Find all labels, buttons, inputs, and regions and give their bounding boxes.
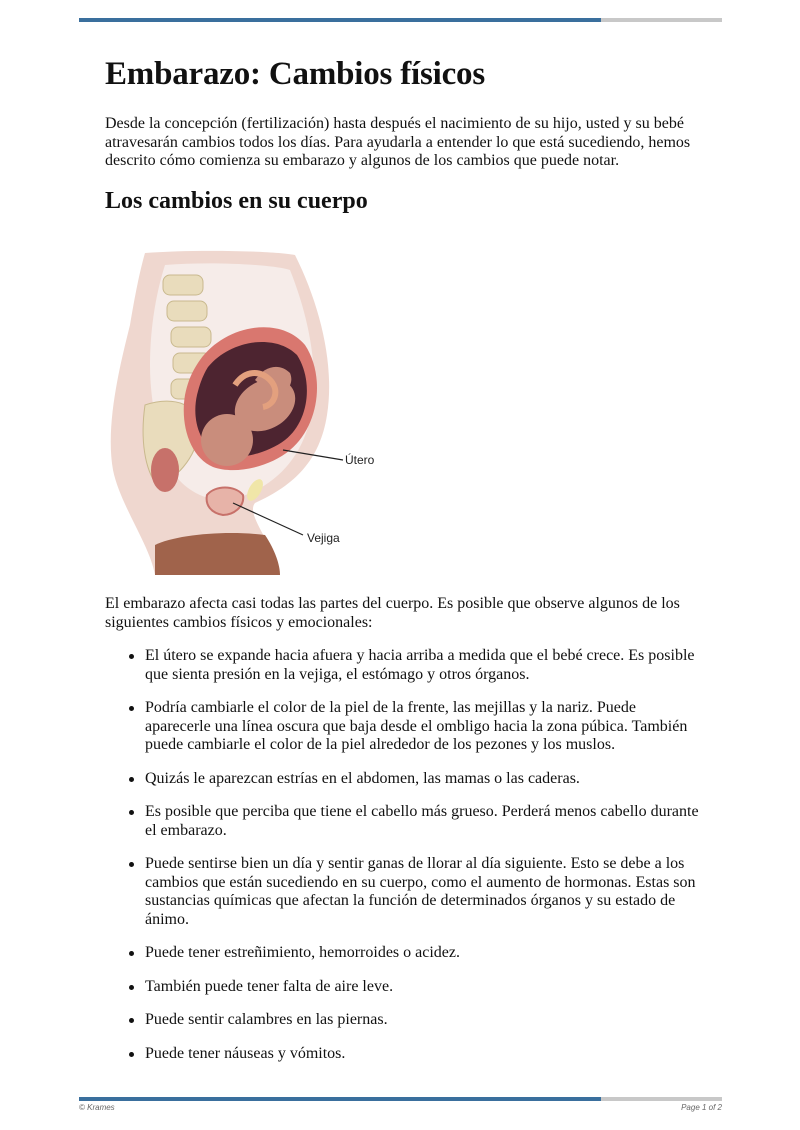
footer-page-number: Page 1 of 2 (681, 1103, 722, 1112)
list-item: Puede tener náuseas y vómitos. (105, 1045, 705, 1064)
list-item: También puede tener falta de aire leve. (105, 978, 705, 997)
page-title: Embarazo: Cambios físicos (105, 56, 485, 92)
section-heading: Los cambios en su cuerpo (105, 188, 368, 214)
list-item: Puede sentir calambres en las piernas. (105, 1011, 705, 1030)
list-item: Puede sentirse bien un día y sentir ganas de llorar al día siguiente. Esto se debe a los cambios que están sucediendo en su cuerpo, como el aumento de hormonas. Estas son sustancias químicas que afectan la función de determinados órganos y su estado de ánimo. (105, 855, 705, 929)
list-item: Puede tener estreñimiento, hemorroides o acidez. (105, 944, 705, 963)
intro-paragraph: Desde la concepción (fertilización) hasta después el nacimiento de su hijo, usted y su bebé atravesarán cambios todos los días. Para ayudarla a entender lo que está sucediendo, hemos descrito cómo comienza su embarazo y algunos de los cambios que puede notar. (105, 115, 691, 169)
uterus-label: Útero (345, 453, 375, 467)
rectum (151, 448, 179, 492)
footer-copyright: © Krames (79, 1103, 115, 1112)
top-progress-bar (79, 18, 722, 22)
changes-intro: El embarazo afecta casi todas las partes del cuerpo. Es posible que observe algunos de los siguientes cambios físicos y emocionales: (105, 595, 680, 631)
changes-list (105, 647, 705, 1078)
list-item: Quizás le aparezcan estrías en el abdomen, las mamas o las caderas. (105, 770, 705, 789)
pregnancy-illustration (105, 245, 405, 575)
bottom-bar-accent (79, 1097, 601, 1101)
pregnancy-anatomy-drawing (105, 245, 405, 575)
lower-body (155, 533, 280, 575)
list-item: Es posible que perciba que tiene el cabello más grueso. Perderá menos cabello durante el embarazo. (105, 803, 705, 840)
top-bar-accent (79, 18, 601, 22)
list-item: El útero se expande hacia afuera y hacia arriba a medida que el bebé crece. Es posible que sienta presión en la vejiga, el estómago y otros órganos. (105, 647, 705, 684)
bottom-progress-bar (79, 1097, 722, 1101)
bladder-label: Vejiga (307, 531, 340, 545)
list-item: Podría cambiarle el color de la piel de la frente, las mejillas y la nariz. Puede aparecerle una línea oscura que baja desde el ombligo hacia la zona púbica. También puede cambiarle el color de la piel alrededor de los pezones y los muslos. (105, 699, 705, 755)
